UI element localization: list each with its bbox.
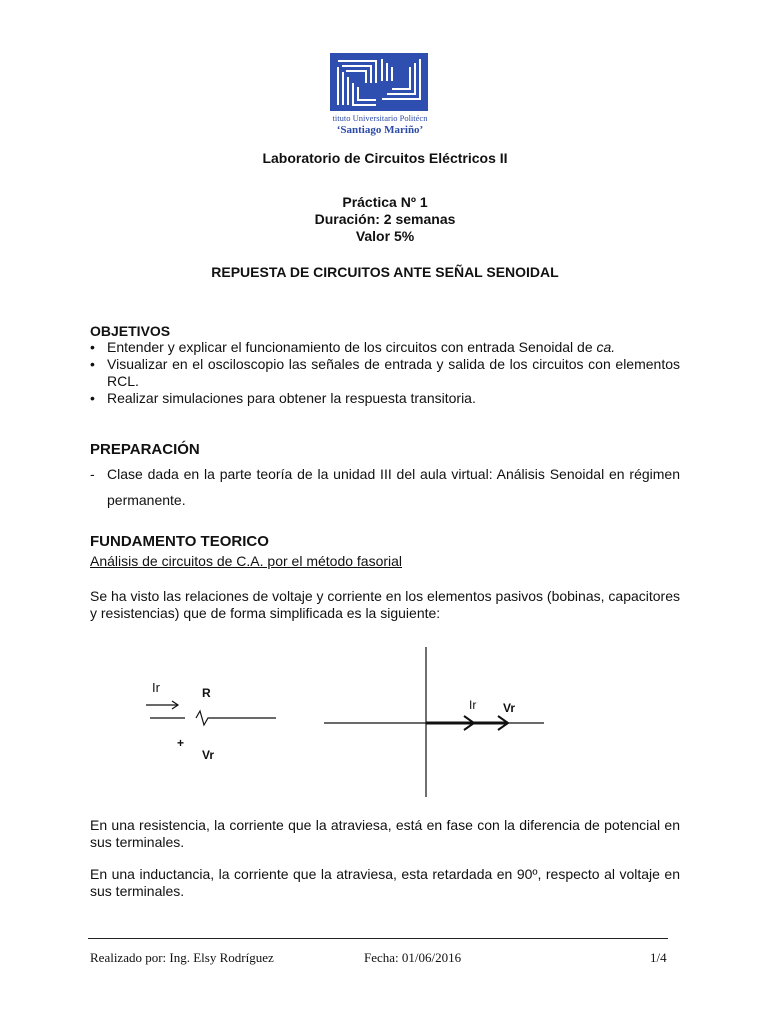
footer-date: Fecha: 01/06/2016 — [364, 950, 462, 965]
current-label: Ir — [152, 680, 160, 695]
plus-sign: + — [177, 736, 185, 750]
logo-caption-line1: tituto Universitario Politécn — [332, 113, 428, 123]
ca-italic: ca. — [596, 339, 616, 355]
resistance-paragraph: En una resistencia, la corriente que la atraviesa, está en fase con la diferencia de potencial en sus terminales. — [90, 817, 680, 850]
practice-number: Práctica Nº 1 — [342, 194, 428, 210]
footer-page-number: 1/4 — [650, 950, 667, 965]
resistor-circuit — [146, 701, 276, 725]
logo-caption-line2: ‘Santiago Mariño’ — [336, 124, 424, 136]
resistor-phasor-diagram — [130, 645, 560, 805]
logo-caption — [318, 112, 442, 136]
footer-divider — [88, 938, 668, 939]
objetivos-heading: OBJETIVOS — [90, 323, 171, 339]
resistor-label: R — [202, 686, 211, 700]
main-title: REPUESTA DE CIRCUITOS ANTE SEÑAL SENOIDAL — [211, 264, 559, 280]
phasor-current-label: Ir — [469, 698, 477, 712]
phasor-arrows — [426, 716, 508, 730]
dash-marker: - — [90, 466, 95, 482]
preparacion-text: Clase dada en la parte teoría de la unidad III del aula virtual: Análisis Senoidal en régimen permanente. — [107, 466, 680, 508]
fundamento-intro: Se ha visto las relaciones de voltaje y corriente en los elementos pasivos (bobinas, capacitores y resistencias) que de forma simplificada es la siguiente: — [90, 588, 680, 621]
fundamento-heading: FUNDAMENTO TEORICO — [90, 533, 269, 550]
preparacion-item — [90, 461, 680, 513]
preparacion-heading: PREPARACIÓN — [90, 441, 200, 458]
objetivo-item: • Entender y explicar el funcionamiento de los circuitos con entrada Senoidal de ca. — [90, 339, 680, 356]
phasor-voltage-label: Vr — [503, 701, 516, 715]
practice-duration: Duración: 2 semanas — [314, 211, 456, 227]
objetivos-list — [90, 339, 680, 407]
objetivo-item: • Visualizar en el osciloscopio las señales de entrada y salida de los circuitos con elementos RCL. — [90, 356, 680, 390]
lab-title: Laboratorio de Circuitos Eléctricos II — [262, 150, 508, 166]
objetivo-item: • Realizar simulaciones para obtener la respuesta transitoria. — [90, 390, 680, 407]
footer-author: Realizado por: Ing. Elsy Rodríguez — [90, 950, 274, 965]
inductance-paragraph: En una inductancia, la corriente que la atraviesa, esta retardada en 90º, respecto al voltaje en sus terminales. — [90, 866, 680, 899]
fundamento-subheading: Análisis de circuitos de C.A. por el método fasorial — [90, 553, 403, 569]
practice-value: Valor 5% — [355, 228, 415, 244]
voltage-label: Vr — [202, 748, 215, 762]
